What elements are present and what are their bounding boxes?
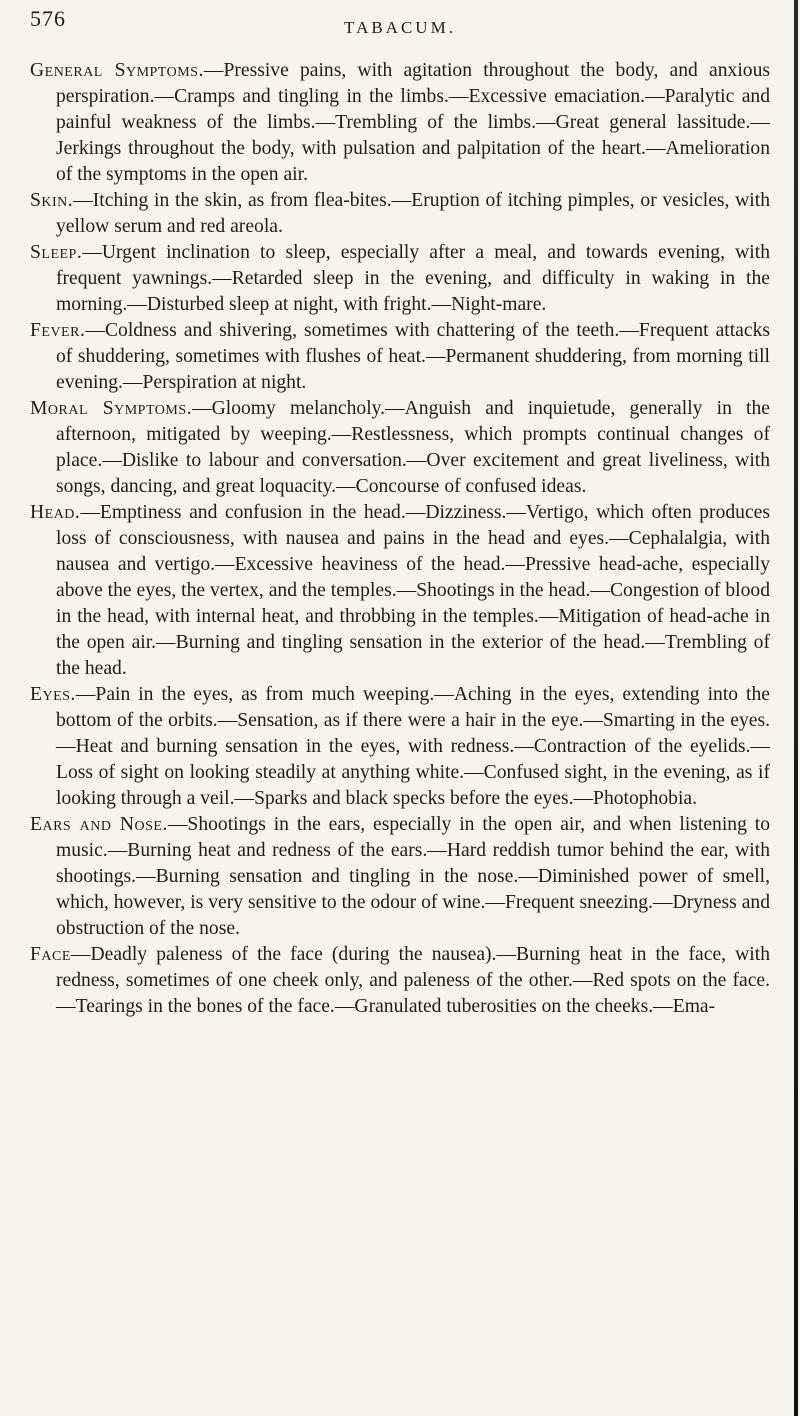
section-heading: Head. bbox=[30, 502, 81, 523]
section-body: —Pain in the eyes, as from much weeping.—Aching in the eyes, extending into the bottom of the orbits.—Sensation, as if there were a hair in the eye.—Smarting in the eyes.—Heat and burning sensation in the eyes, with redness.—Contraction of the eyelids.—Loss of sight on looking steadily at anything white.—Confused sight, in the evening, as if looking through a veil.—Sparks and black specks before the eyes.—Photophobia. bbox=[56, 684, 770, 809]
page-number: 576 bbox=[30, 6, 66, 31]
section-body: —Emptiness and confusion in the head.—Dizziness.—Vertigo, which often produces loss of consciousness, with nausea and pains in the head and eyes.—Cephalalgia, with nausea and vertigo.—Excessive heaviness of the head.—Pressive head-ache, especially above the eyes, the vertex, and the temples.—Shootings in the head.—Congestion of blood in the head, with internal heat, and throbbing in the temples.—Mitigation of head-ache in the open air.—Burning and tingling sensation in the exterior of the head.—Trembling of the head. bbox=[56, 502, 770, 679]
section-face bbox=[30, 942, 770, 1020]
section-moral-symptoms bbox=[30, 396, 770, 500]
body-text bbox=[30, 58, 770, 1020]
section-body: —Deadly paleness of the face (during the nausea).—Burning heat in the face, with redness, sometimes of one cheek only, and paleness of the other.—Red spots on the face.—Tearings in the bones of the face.—Granulated tuberosities on the cheeks.—Ema- bbox=[56, 944, 770, 1017]
section-fever bbox=[30, 318, 770, 396]
section-body: —Pressive pains, with agitation throughout the body, and anxious perspiration.—Cramps and tingling in the limbs.—Excessive emaciation.—Paralytic and painful weakness of the limbs.—Trembling of the limbs.—Great general lassitude.—Jerkings throughout the body, with pulsation and palpitation of the heart.—Amelioration of the symptoms in the open air. bbox=[56, 60, 770, 185]
section-heading: Moral Symptoms. bbox=[30, 398, 193, 419]
section-body: —Gloomy melancholy.—Anguish and inquietude, generally in the afternoon, mitigated by weeping.—Restlessness, which prompts continual changes of place.—Dislike to labour and conversation.—Over excitement and great liveliness, with songs, dancing, and great loquacity.—Concourse of confused ideas. bbox=[56, 398, 770, 497]
section-general-symptoms bbox=[30, 58, 770, 188]
section-heading: Ears and Nose. bbox=[30, 814, 168, 835]
section-body: —Urgent inclination to sleep, especially after a meal, and towards evening, with frequent yawnings.—Retarded sleep in the evening, and difficulty in waking in the morning.—Disturbed sleep at night, with fright.—Night-mare. bbox=[56, 242, 770, 315]
section-body: —Shootings in the ears, especially in the open air, and when listening to music.—Burning heat and redness of the ears.—Hard reddish tumor behind the ear, with shootings.—Burning sensation and tingling in the nose.—Diminished power of smell, which, however, is very sensitive to the odour of wine.—Frequent sneezing.—Dryness and obstruction of the nose. bbox=[56, 814, 771, 939]
section-heading: Skin. bbox=[30, 190, 74, 211]
running-title: TABACUM. bbox=[344, 18, 456, 37]
section-heading: Face bbox=[30, 944, 71, 965]
page-edge-rule bbox=[794, 0, 798, 1416]
section-heading: Fever. bbox=[30, 320, 86, 341]
section-head bbox=[30, 500, 770, 682]
section-skin bbox=[30, 188, 770, 240]
section-body: —Itching in the skin, as from flea-bites.—Eruption of itching pimples, or vesicles, with yellow serum and red areola. bbox=[56, 190, 770, 237]
section-ears-and-nose bbox=[30, 812, 770, 942]
section-heading: General Symptoms. bbox=[30, 60, 204, 81]
section-heading: Sleep. bbox=[30, 242, 83, 263]
section-sleep bbox=[30, 240, 770, 318]
section-heading: Eyes. bbox=[30, 684, 76, 705]
section-eyes bbox=[30, 682, 770, 812]
section-body: —Coldness and shivering, sometimes with chattering of the teeth.—Frequent attacks of shuddering, sometimes with flushes of heat.—Permanent shuddering, from morning till evening.—Perspiration at night. bbox=[56, 320, 770, 393]
